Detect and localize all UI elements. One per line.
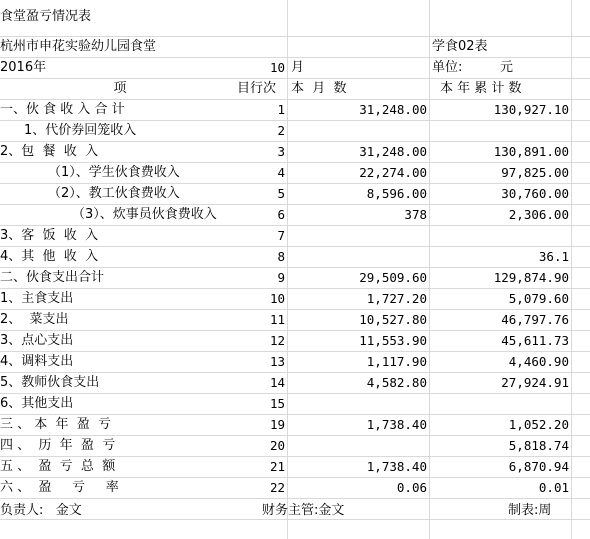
- row-ytd-value: 27,924.91: [501, 375, 569, 390]
- row-month-value: 11,553.90: [359, 333, 427, 348]
- row-ytd-value: 130,927.10: [493, 102, 569, 117]
- row-number: 13: [269, 354, 285, 369]
- row-number: 3: [277, 144, 285, 159]
- row-month-value: 31,248.00: [359, 144, 427, 159]
- row-ytd-value: 2,306.00: [508, 207, 569, 222]
- row-month-value: 378: [404, 207, 427, 222]
- header-this-month: 本 月 数: [291, 81, 347, 96]
- row-ytd-value: 45,611.73: [501, 333, 569, 348]
- row-ytd-value: 97,825.00: [501, 165, 569, 180]
- row-number: 10: [269, 291, 285, 306]
- grid-line: [429, 0, 430, 539]
- row-number: 8: [277, 249, 285, 264]
- row-number: 5: [277, 186, 285, 201]
- footer-responsible: 负责人: 金文: [0, 503, 82, 518]
- row-number: 21: [269, 459, 285, 474]
- footer-preparer: 制表:周: [508, 503, 552, 518]
- row-label: 二、伙食支出合计: [0, 270, 105, 285]
- row-label: （3）、炊事员伙食费收入: [72, 207, 217, 222]
- row-month-value: 8,596.00: [366, 186, 427, 201]
- row-label: 3、客 饭 收 入: [0, 228, 99, 243]
- footer-supervisor: 财务主管:金文: [262, 503, 345, 518]
- row-ytd-value: 5,818.74: [508, 438, 569, 453]
- row-number: 20: [269, 438, 285, 453]
- month-label: 月: [291, 60, 305, 75]
- row-ytd-value: [431, 393, 569, 414]
- row-label: 5、教师伙食支出: [0, 375, 100, 390]
- grid-line: [287, 0, 288, 539]
- row-label: 2、 菜支出: [0, 312, 69, 327]
- row-ytd-value: [431, 120, 569, 141]
- grid-line: [571, 0, 572, 539]
- row-label: 4、调料支出: [0, 354, 74, 369]
- row-month-value: 0.06: [396, 480, 427, 495]
- row-ytd-value: 129,874.90: [493, 270, 569, 285]
- row-ytd-value: 6,870.94: [508, 459, 569, 474]
- row-month-value: 22,274.00: [359, 165, 427, 180]
- grid-line: [0, 498, 590, 499]
- row-ytd-value: 130,891.00: [493, 144, 569, 159]
- row-ytd-value: 46,797.76: [501, 312, 569, 327]
- row-number: 7: [277, 228, 285, 243]
- row-label: 一、伙 食 收 入 合 计: [0, 102, 125, 117]
- report-month: 10: [269, 60, 285, 75]
- row-label: 1、代价券回笼收入: [24, 123, 137, 138]
- row-month-value: 1,117.90: [366, 354, 427, 369]
- row-label: 2、包 餐 收 入: [0, 144, 99, 159]
- row-number: 2: [277, 123, 285, 138]
- row-label: （1）、学生伙食费收入: [48, 165, 180, 180]
- row-number: 9: [277, 270, 285, 285]
- row-month-value: 31,248.00: [359, 102, 427, 117]
- row-label: 4、其 他 收 入: [0, 249, 99, 264]
- row-ytd-value: 5,079.60: [508, 291, 569, 306]
- row-label: 六 、 盈 亏 率: [0, 480, 119, 495]
- row-ytd-value: 30,760.00: [501, 186, 569, 201]
- currency-value: 元: [500, 60, 514, 75]
- form-number: 学食02表: [432, 39, 488, 54]
- report-year: 2016年: [0, 60, 47, 75]
- row-month-value: [289, 435, 427, 456]
- row-number: 1: [277, 102, 285, 117]
- row-ytd-value: 0.01: [538, 480, 569, 495]
- row-month-value: 1,738.40: [366, 417, 427, 432]
- row-label: 6、其他支出: [0, 396, 74, 411]
- row-ytd-value: 1,052.20: [508, 417, 569, 432]
- row-month-value: [289, 246, 427, 267]
- header-row-no: 目行次: [237, 81, 277, 96]
- row-number: 14: [269, 375, 285, 390]
- row-month-value: 10,527.80: [359, 312, 427, 327]
- row-ytd-value: [431, 225, 569, 246]
- row-ytd-value: 4,460.90: [508, 354, 569, 369]
- unit-name: 杭州市申花实验幼儿园食堂: [0, 39, 157, 54]
- row-label: 三 、 本 年 盈 亏: [0, 417, 112, 432]
- row-number: 4: [277, 165, 285, 180]
- row-number: 15: [269, 396, 285, 411]
- row-number: 22: [269, 480, 285, 495]
- currency-label: 单位:: [432, 60, 463, 75]
- row-month-value: [289, 120, 427, 141]
- header-ytd: 本 年 累 计 数: [440, 81, 522, 96]
- row-label: （2）、教工伙食费收入: [48, 186, 180, 201]
- row-number: 6: [277, 207, 285, 222]
- row-label: 1、主食支出: [0, 291, 74, 306]
- row-month-value: 4,582.80: [366, 375, 427, 390]
- row-number: 11: [269, 312, 285, 327]
- row-month-value: 1,727.20: [366, 291, 427, 306]
- sheet-title: 食堂盈亏情况表: [0, 9, 92, 24]
- row-month-value: [289, 225, 427, 246]
- row-month-value: [289, 393, 427, 414]
- row-label: 3、点心支出: [0, 333, 74, 348]
- header-item: 项: [113, 81, 127, 96]
- row-number: 12: [269, 333, 285, 348]
- row-ytd-value: 36.1: [538, 249, 569, 264]
- row-label: 五 、 盈 亏 总 额: [0, 459, 116, 474]
- row-number: 19: [269, 417, 285, 432]
- row-month-value: 1,738.40: [366, 459, 427, 474]
- row-label: 四 、 历 年 盈 亏: [0, 438, 116, 453]
- row-month-value: 29,509.60: [359, 270, 427, 285]
